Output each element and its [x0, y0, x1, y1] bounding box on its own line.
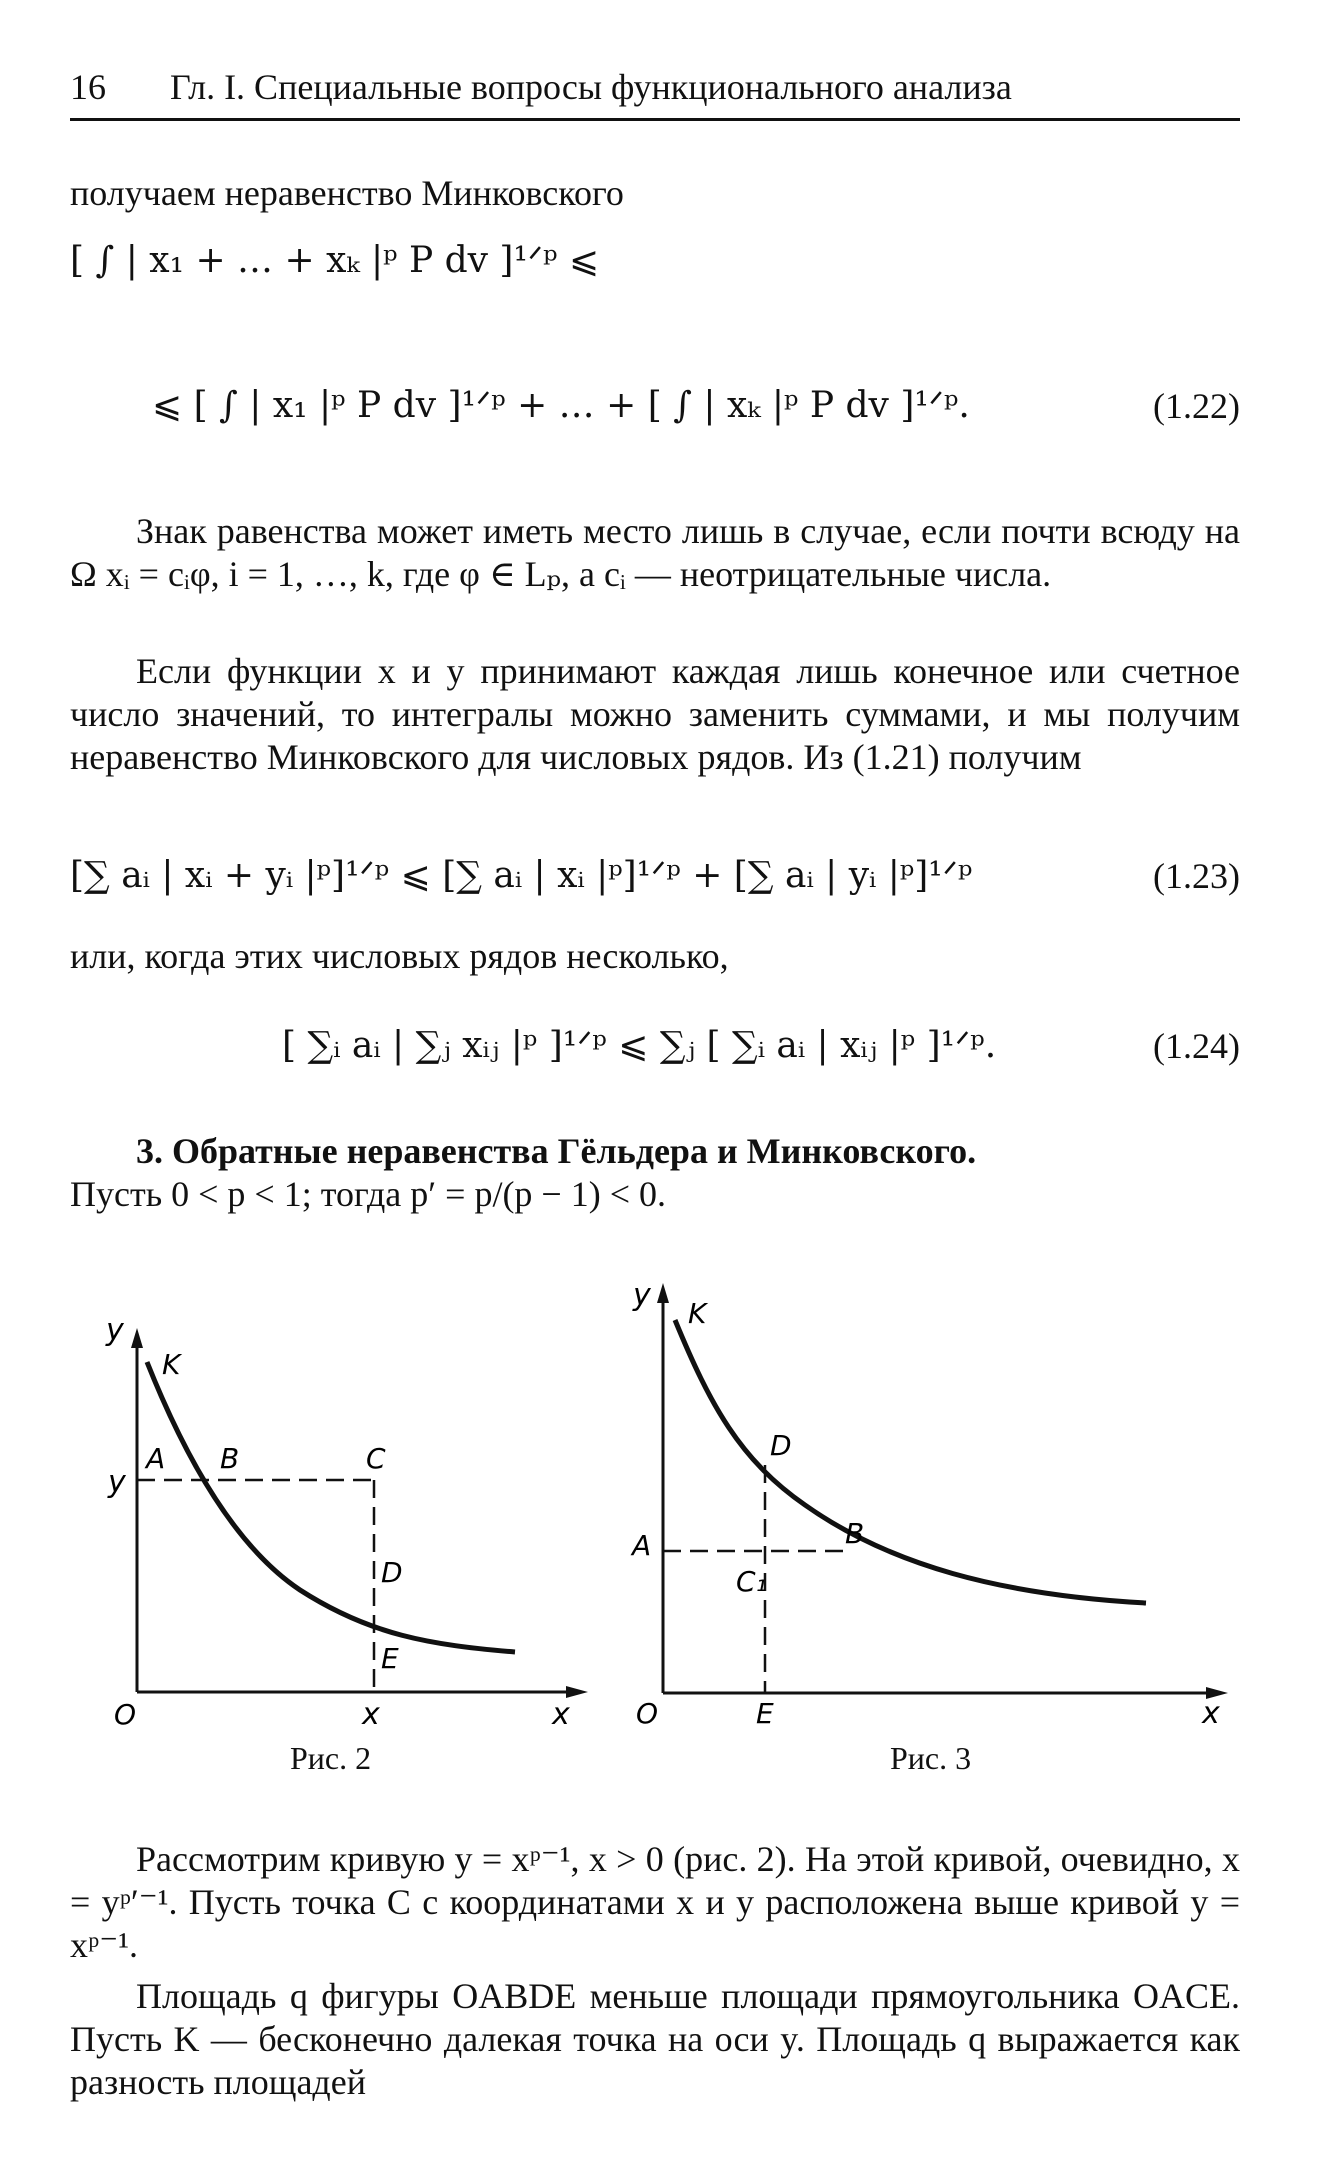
fig2-label-B: B: [220, 1442, 240, 1475]
fig3-label-K: K: [688, 1297, 707, 1330]
fig2-label-A: A: [146, 1442, 166, 1475]
fig2-label-origin: O: [114, 1698, 137, 1731]
fig3-label-C1: C₁: [736, 1565, 767, 1598]
paragraph-consider: Рассмотрим кривую y = xᵖ⁻¹, x > 0 (рис. 2). На этой кривой, очевидно, x = yᵖ′⁻¹. Пусть точка C с координатами x и y расположена выше кривой y = xᵖ⁻¹.: [70, 1839, 1240, 1965]
fig3-label-D: D: [770, 1429, 792, 1462]
equation-number-1-22: (1.22): [1153, 386, 1240, 426]
fig2-y-arrow: [131, 1328, 143, 1348]
equation-1-24: [ ∑ᵢ aᵢ | ∑ⱼ xᵢⱼ |ᵖ ]¹ᐟᵖ ⩽ ∑ⱼ [ ∑ᵢ aᵢ | xᵢⱼ |ᵖ ]¹ᐟᵖ.: [282, 1025, 997, 1066]
fig3-y-arrow: [657, 1283, 669, 1303]
fig2-label-x-tick: x: [362, 1697, 380, 1732]
equation-1-22-line-2: ⩽ [ ∫ | x₁ |ᵖ P dv ]¹ᐟᵖ + … + [ ∫ | xₖ |ᵖ P dv ]¹ᐟᵖ.: [152, 385, 970, 426]
chapter-title: Гл. I. Специальные вопросы функционального анализа: [170, 67, 1012, 107]
fig2-curve: [147, 1362, 515, 1652]
fig2-label-C: C: [366, 1442, 386, 1475]
equation-number-1-23: (1.23): [1153, 856, 1240, 896]
figure-2: [100, 1300, 600, 1732]
fig3-label-B: B: [845, 1517, 865, 1550]
fig3-label-A: A: [632, 1529, 652, 1562]
fig3-label-x-axis: x: [1202, 1696, 1220, 1731]
paragraph-functions: Если функции x и y принимают каждая лишь конечное или счетное число значений, то интегралы можно заменить суммами, и мы получим неравенство Минковского для числовых рядов. Из (1.21) получим: [70, 651, 1240, 777]
section-heading: 3. Обратные неравенства Гёльдера и Минковского.: [136, 1131, 977, 1171]
figure-2-caption: Рис. 2: [290, 1740, 372, 1776]
page-number: 16: [70, 67, 106, 107]
fig2-label-K: K: [162, 1348, 181, 1381]
paragraph-area: Площадь q фигуры OABDE меньше площади прямоугольника OACE. Пусть K — бесконечно далекая точка на оси y. Площадь q выражается как разность площадей: [70, 1976, 1240, 2102]
paragraph-several: или, когда этих числовых рядов несколько,: [70, 936, 729, 976]
fig2-label-y-tick: y: [108, 1465, 126, 1500]
header-rule: [70, 118, 1240, 121]
fig3-label-y-axis: y: [633, 1278, 651, 1313]
fig2-label-D: D: [381, 1556, 403, 1589]
paragraph-equality: Знак равенства может иметь место лишь в случае, если почти всюду на Ω xᵢ = cᵢφ, i = 1, …, k, где φ ∈ Lₚ, а cᵢ — неотрицательные числа.: [70, 511, 1240, 594]
paragraph-intro: получаем неравенство Минковского: [70, 173, 624, 213]
running-header: [70, 62, 1240, 112]
fig3-label-E: E: [756, 1697, 774, 1730]
fig2-label-E: E: [381, 1642, 399, 1675]
figure-3: [630, 1265, 1240, 1731]
section-text: Пусть 0 < p < 1; тогда p′ = p/(p − 1) < 0.: [70, 1174, 667, 1214]
figure-3-caption: Рис. 3: [890, 1740, 972, 1776]
equation-1-23: [∑ aᵢ | xᵢ + yᵢ |ᵖ]¹ᐟᵖ ⩽ [∑ aᵢ | xᵢ |ᵖ]¹ᐟᵖ + [∑ aᵢ | yᵢ |ᵖ]¹ᐟᵖ: [70, 855, 973, 896]
fig3-label-origin: O: [636, 1697, 659, 1730]
fig2-label-y-axis: y: [106, 1313, 124, 1348]
fig2-label-x-axis: x: [552, 1697, 570, 1732]
equation-1-22-line-1: [ ∫ | x₁ + … + xₖ |ᵖ P dv ]¹ᐟᵖ ⩽: [70, 240, 600, 281]
fig3-curve: [675, 1320, 1146, 1603]
equation-number-1-24: (1.24): [1153, 1026, 1240, 1066]
